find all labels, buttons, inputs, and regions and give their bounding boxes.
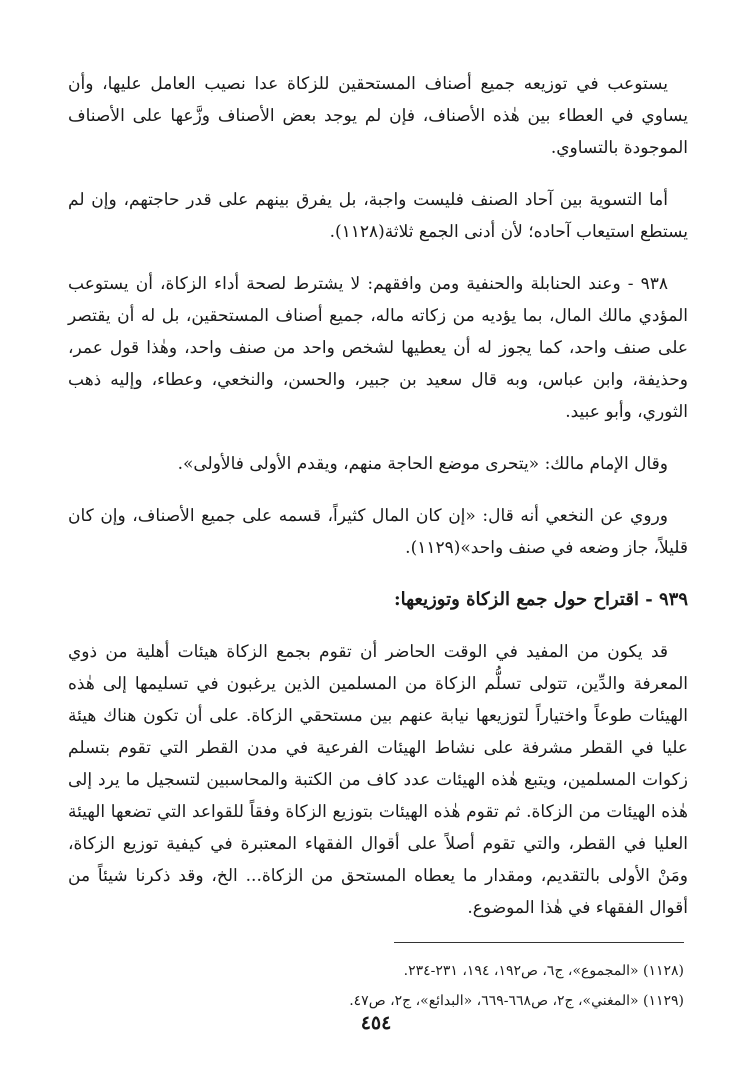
paragraph-nakhai-quote: وروي عن النخعي أنه قال: «إن كان المال كثيراً، قسمه على جميع الأصناف، وإن كان قليلاً، جاز وضعه في صنف واحد»(١١٢٩). <box>68 506 688 558</box>
paragraph-938: ٩٣٨ - وعند الحنابلة والحنفية ومن وافقهم: لا يشترط لصحة أداء الزكاة، أن يستوعب المؤدي مالك المال، بما يؤديه من زكاته ماله، جميع أصناف المستحقين، بل له أن يقتصر على صنف واحد، كما يجوز له أن يعطيها لشخص واحد من صنف واحد، وهٰذا قول عمر، وحذيفة، وابن عباس، وبه قال سعيد بن جبير، والحسن، والنخعي، وعطاء، وإليه ذهب الثوري، وأبو عبيد. <box>68 274 688 422</box>
paragraph-malik-quote: وقال الإمام مالك: «يتحرى موضع الحاجة منهم، ويقدم الأولى فالأولى». <box>177 454 668 474</box>
paragraph-proposal: قد يكون من المفيد في الوقت الحاضر أن تقوم بجمع الزكاة هيئات أهلية من ذوي المعرفة والدِّين، تتولى تسلُّم الزكاة من المسلمين الذين يرغبون في تسليمها إلى هٰذه الهيئات طوعاً واختياراً لتوزيعها نيابة عنهم بين مستحقي الزكاة. على أن تكون هناك هيئة عليا في القطر مشرفة على نشاط الهيئات الفرعية في مدن القطر التي تقوم بتسلم زكوات المسلمين، ويتبع هٰذه الهيئات عدد كاف من الكتبة والمحاسبين لتسجيل ما يرد إلى هٰذه الهيئات من الزكاة. ثم تقوم هٰذه الهيئات بتوزيع الزكاة وفقاً للقواعد التي تضعها الهيئة العليا في القطر، والتي تقوم أصلاً على أقوال الفقهاء المعتبرة في كيفية توزيع الزكاة، ومَنْ الأولى بالتقديم، ومقدار ما يعطاه المستحق من الزكاة... الخ، وقد ذكرنا شيئاً من أقوال الفقهاء في هٰذا الموضوع. <box>68 642 688 918</box>
section-heading-939: ٩٣٩ - اقتراح حول جمع الزكاة وتوزيعها: <box>393 589 688 610</box>
footnote-divider <box>394 942 684 943</box>
page-body <box>68 68 688 944</box>
footnotes <box>64 958 684 1018</box>
footnote-1129: (١١٢٩) «المغني»، ج٢، ص٦٦٨-٦٦٩، «البدائع»، ج٢، ص٤٧. <box>349 993 684 1009</box>
paragraph-1: يستوعب في توزيعه جميع أصناف المستحقين للزكاة عدا نصيب العامل عليها، وأن يساوي في العطاء بين هٰذه الأصناف، فإن لم يوجد بعض الأصناف وزَّعها على الأصناف الموجودة بالتساوي. <box>68 74 688 158</box>
page-number: ٤٥٤ <box>360 1012 392 1034</box>
paragraph-2: أما التسوية بين آحاد الصنف فليست واجبة، بل يفرق بينهم على قدر حاجتهم، وإن لم يستطع استيعاب آحاده؛ لأن أدنى الجمع ثلاثة(١١٢٨). <box>68 190 688 242</box>
footnote-1128: (١١٢٨) «المجموع»، ج٦، ص١٩٢، ١٩٤، ٢٣١-٢٣٤. <box>403 963 684 979</box>
